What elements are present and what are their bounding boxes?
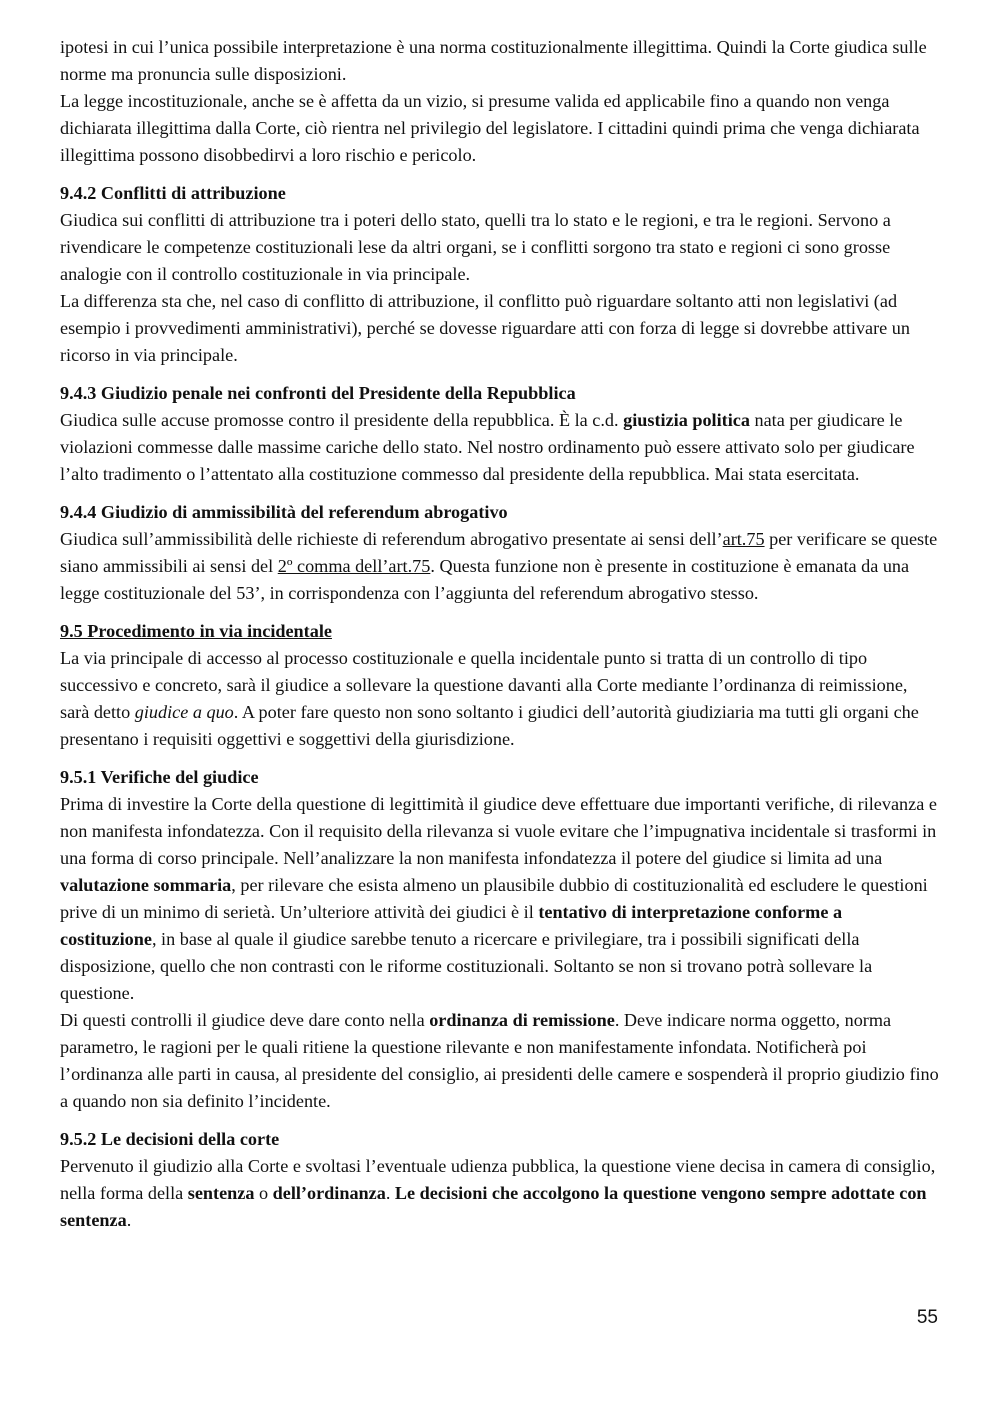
text-run: . Questa funzione non è presente in costituzione è emanata da una legge costituzionale del 53’, in corrispondenza con l’aggiunta del referendum abrogativo stesso. xyxy=(60,556,910,603)
bold-term: sentenza xyxy=(187,1183,255,1203)
text-run: o xyxy=(254,1183,273,1203)
bold-term: Le decisioni che accolgono la questione vengono sempre adottate con sentenza xyxy=(60,1183,927,1230)
paragraph: ipotesi in cui l’unica possibile interpretazione è una norma costituzionalmente illegittima. Quindi la Corte giudica sulle norme ma pronuncia sulle disposizioni. xyxy=(60,37,927,84)
text-run: Pervenuto il giudizio alla Corte e svoltasi l’eventuale udienza pubblica, la questione viene decisa in camera di consiglio, nella forma della xyxy=(60,1156,936,1203)
text-run: Prima di investire la Corte della questione di legittimità il giudice deve effettuare due importanti verifiche, di rilevanza e non manifesta infondatezza. Con il requisito della rilevanza si vuole evitare che l’impugnativa incidentale si trasformi in una forma di corso principale. Nell’analizzare la non manifesta infondatezza il potere del giudice si limita ad una xyxy=(60,794,937,868)
text-run: . Deve indicare norma oggetto, norma parametro, le ragioni per le quali ritiene la questione rilevante e non manifestamente infondata. Notificherà poi l’ordinanza alle parti in causa, al presidente del consiglio, ai presidenti delle camere e sospenderà il proprio giudizio fino a quando non sia definito l’incidente. xyxy=(60,1010,939,1111)
section-9-5 xyxy=(60,618,940,753)
text-run: Giudica sulle accuse promosse contro il presidente della repubblica. È la c.d. xyxy=(60,410,624,430)
text-run: . xyxy=(126,1210,132,1230)
text-run: . xyxy=(385,1183,395,1203)
section-heading: 9.4.3 Giudizio penale nei confronti del Presidente della Repubblica xyxy=(60,383,576,403)
section-heading: 9.5.2 Le decisioni della corte xyxy=(60,1129,280,1149)
page-number: 55 xyxy=(916,1307,938,1328)
bold-term: dell’ordinanza xyxy=(272,1183,386,1203)
paragraph xyxy=(60,1007,940,1115)
paragraph xyxy=(60,407,940,488)
bold-term: giustizia politica xyxy=(623,410,750,430)
section-heading: 9.5.1 Verifiche del giudice xyxy=(60,767,259,787)
italic-term: giudice a quo xyxy=(134,702,234,722)
section-9-4-3 xyxy=(60,380,940,488)
paragraph: La legge incostituzionale, anche se è affetta da un vizio, si presume valida ed applicabile fino a quando non venga dichiarata illegittima dalla Corte, ciò rientra nel privilegio del legislatore. I cittadini quindi prima che venga dichiarata illegittima possono disobbedirvi a loro rischio e pericolo. xyxy=(60,91,920,165)
section-heading: 9.4.2 Conflitti di attribuzione xyxy=(60,183,286,203)
paragraph xyxy=(60,1153,940,1234)
text-run: per verificare se queste siano ammissibili ai sensi del xyxy=(60,529,938,576)
article-link[interactable]: 2º comma dell’art.75 xyxy=(277,556,431,576)
section-9-4-4 xyxy=(60,499,940,607)
paragraph xyxy=(60,526,940,607)
document-page xyxy=(60,34,940,1234)
text-run: Di questi controlli il giudice deve dare conto nella xyxy=(60,1010,430,1030)
text-run: . A poter fare questo non sono soltanto i giudici dell’autorità giudiziaria ma tutti gli organi che presentano i requisiti oggettivi e soggettivi della giurisdizione. xyxy=(60,702,919,749)
section-9-5-2 xyxy=(60,1126,940,1234)
section-heading: 9.5 Procedimento in via incidentale xyxy=(60,621,332,641)
paragraph xyxy=(60,791,940,1007)
text-run: nata per giudicare le violazioni commesse dalle massime cariche dello stato. Nel nostro ordinamento può essere attivato solo per giudicare l’alto tradimento o l’attentato alla costituzione commesso dal presidente della repubblica. Mai stata esercitata. xyxy=(60,410,915,484)
section-9-5-1 xyxy=(60,764,940,1115)
paragraph xyxy=(60,645,940,753)
bold-term: ordinanza di remissione xyxy=(429,1010,615,1030)
section-heading: 9.4.4 Giudizio di ammissibilità del referendum abrogativo xyxy=(60,502,508,522)
text-run: La via principale di accesso al processo costituzionale e quella incidentale punto si tratta di un controllo di tipo successivo e concreto, sarà il giudice a sollevare la questione davanti alla Corte mediante l’ordinanza di reimissione, sarà detto xyxy=(60,648,908,722)
intro-section xyxy=(60,34,940,169)
paragraph: La differenza sta che, nel caso di conflitto di attribuzione, il conflitto può riguardare soltanto atti non legislativi (ad esempio i provvedimenti amministrativi), perché se dovesse riguardare atti con forza di legge si dovrebbe attivare un ricorso in via principale. xyxy=(60,291,910,365)
paragraph: Giudica sui conflitti di attribuzione tra i poteri dello stato, quelli tra lo stato e le regioni, e tra le regioni. Servono a rivendicare le competenze costituzionali lese da altri organi, se i conflitti sorgono tra stato e regioni ci sono grosse analogie con il controllo costituzionale in via principale. xyxy=(60,210,891,284)
bold-term: valutazione sommaria xyxy=(60,875,232,895)
text-run: Giudica sull’ammissibilità delle richieste di referendum abrogativo presentate ai sensi dell’ xyxy=(60,529,723,549)
text-run: , in base al quale il giudice sarebbe tenuto a ricercare e privilegiare, tra i possibili significati della disposizione, quello che non contrasti con le riforme costituzionali. Soltanto se non si trovano potrà sollevare la questione. xyxy=(60,929,873,1003)
text-run: , per rilevare che esista almeno un plausibile dubbio di costituzionalità ed escludere le questioni prive di un minimo di serietà. Un’ulteriore attività dei giudici è il xyxy=(60,875,928,922)
section-9-4-2 xyxy=(60,180,940,369)
bold-term: tentativo di interpretazione conforme a costituzione xyxy=(60,902,843,949)
article-link[interactable]: art.75 xyxy=(722,529,765,549)
